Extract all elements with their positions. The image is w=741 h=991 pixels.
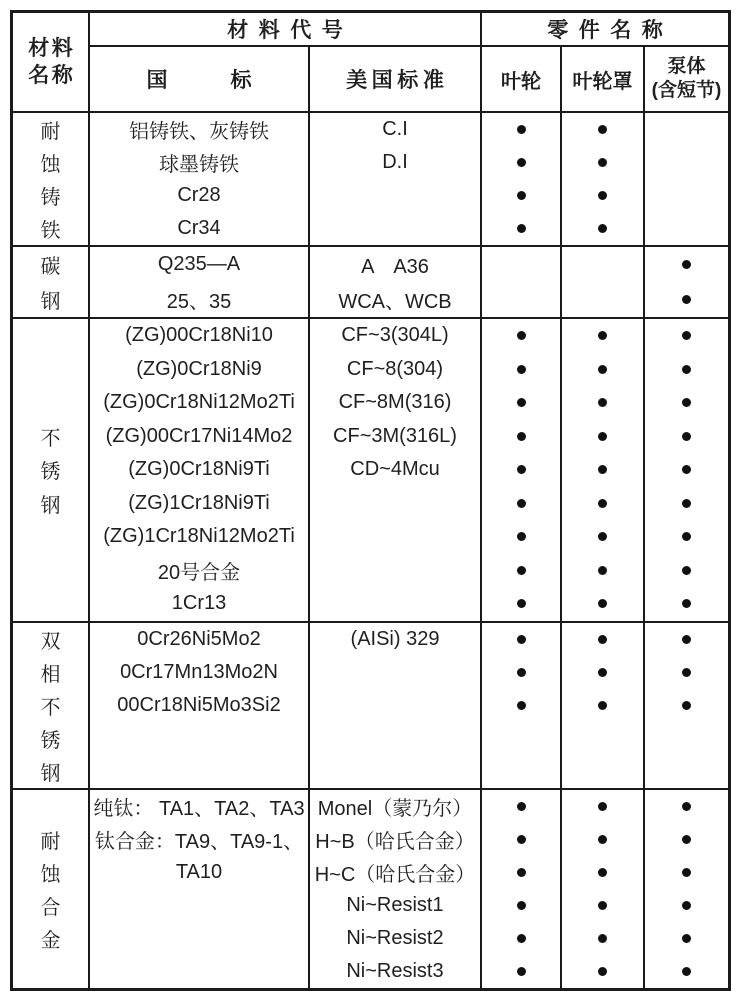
bullet-dot bbox=[682, 566, 691, 575]
us-standard-value: CF~8M(316) bbox=[338, 391, 452, 414]
pump-body-mark-line bbox=[645, 656, 728, 689]
bullet-dot bbox=[517, 701, 526, 710]
gb-standard-value: (ZG)1Cr18Ni9Ti bbox=[128, 491, 270, 514]
bullet-dot bbox=[517, 331, 526, 340]
us-standard-value: Ni~Resist3 bbox=[346, 959, 444, 982]
us-standard-value: CF~3M(316L) bbox=[333, 424, 457, 447]
us-standard-value: C.I bbox=[382, 118, 408, 140]
us-standard-cell bbox=[308, 319, 480, 621]
section-carbon-steel bbox=[13, 245, 728, 317]
us-standard-value bbox=[310, 487, 480, 521]
bullet-dot bbox=[517, 125, 526, 134]
impeller-cover-mark-line bbox=[562, 453, 643, 487]
impeller-mark-line bbox=[482, 386, 560, 420]
us-standard-value bbox=[310, 520, 480, 554]
bullet-dot bbox=[598, 668, 607, 677]
us-standard-value: (AISi) 329 bbox=[350, 627, 440, 650]
bullet-dot bbox=[682, 532, 691, 541]
section-label-char: 合 bbox=[40, 896, 61, 919]
us-standard-value: Ni~Resist1 bbox=[346, 893, 444, 916]
pump-body-mark-line bbox=[645, 823, 728, 856]
bullet-dot bbox=[682, 599, 691, 608]
gb-standard-cell bbox=[88, 319, 308, 621]
gb-standard-cell bbox=[88, 623, 308, 788]
bullet-dot bbox=[517, 934, 526, 943]
gb-standard-value: 25、35 bbox=[166, 291, 232, 313]
table-body bbox=[13, 111, 728, 988]
bullet-dot bbox=[682, 331, 691, 340]
bullet-dot bbox=[682, 934, 691, 943]
bullet-dot bbox=[517, 901, 526, 910]
impeller-cover-mark-line bbox=[562, 487, 643, 521]
materials-table bbox=[10, 10, 731, 991]
gb-standard-value bbox=[90, 889, 308, 922]
impeller-cover-mark-line bbox=[562, 823, 643, 856]
gb-standard-value: TA10 bbox=[175, 860, 223, 883]
impeller-cover-cell bbox=[560, 790, 643, 988]
pump-body-mark-line bbox=[645, 922, 728, 955]
bullet-dot bbox=[598, 599, 607, 608]
bullet-dot bbox=[517, 868, 526, 877]
gb-standard-value: (ZG)00Cr17Ni14Mo2 bbox=[105, 424, 293, 447]
us-standard-value bbox=[310, 554, 480, 588]
gb-standard-value: 铝铸铁、灰铸铁 bbox=[129, 121, 269, 143]
impeller-mark-line bbox=[482, 922, 560, 955]
impeller-mark-line bbox=[482, 520, 560, 554]
bullet-dot bbox=[598, 701, 607, 710]
pump-body-mark-line bbox=[645, 212, 728, 245]
bullet-dot bbox=[682, 295, 691, 304]
pump-body-mark-line bbox=[645, 722, 728, 755]
gb-standard-value: Cr34 bbox=[177, 217, 221, 239]
impeller-mark-line bbox=[482, 955, 560, 988]
table-header bbox=[13, 13, 728, 111]
impeller-cover-mark-line bbox=[562, 722, 643, 755]
impeller-mark-line bbox=[482, 353, 560, 387]
impeller-cover-cell bbox=[560, 113, 643, 245]
impeller-cell bbox=[480, 623, 560, 788]
bullet-dot bbox=[682, 260, 691, 269]
bullet-dot bbox=[598, 398, 607, 407]
bullet-dot bbox=[517, 465, 526, 474]
section-corrosion-resistant-alloy bbox=[13, 788, 728, 988]
header-material-name-line1: 材料 bbox=[28, 37, 76, 60]
impeller-cover-mark-line bbox=[562, 623, 643, 656]
section-label-char: 铁 bbox=[40, 220, 61, 242]
bullet-dot bbox=[598, 802, 607, 811]
impeller-cover-mark-line bbox=[562, 319, 643, 353]
bullet-dot bbox=[598, 566, 607, 575]
header-material-code: 材料代号 bbox=[88, 13, 480, 45]
section-label-corrosion-resistant-cast-iron bbox=[13, 113, 88, 245]
gb-standard-value: 20号合金 bbox=[157, 561, 241, 584]
us-standard-value bbox=[310, 689, 480, 722]
section-label-char: 蚀 bbox=[40, 154, 61, 176]
pump-body-cell bbox=[643, 790, 728, 988]
impeller-cover-mark-line bbox=[562, 212, 643, 245]
bullet-dot bbox=[517, 499, 526, 508]
bullet-dot bbox=[517, 365, 526, 374]
bullet-dot bbox=[598, 365, 607, 374]
impeller-cover-mark-line bbox=[562, 856, 643, 889]
bullet-dot bbox=[598, 331, 607, 340]
impeller-mark-line bbox=[482, 689, 560, 722]
header-us-standard: 美国标准 bbox=[308, 45, 480, 111]
pump-body-mark-line bbox=[645, 453, 728, 487]
section-label-char: 铸 bbox=[40, 187, 61, 209]
impeller-mark-line bbox=[482, 722, 560, 755]
bullet-dot bbox=[517, 967, 526, 976]
pump-body-mark-line bbox=[645, 179, 728, 212]
pump-body-mark-line bbox=[645, 520, 728, 554]
gb-standard-value: (ZG)1Cr18Ni12Mo2Ti bbox=[103, 525, 295, 548]
header-pump-body bbox=[643, 45, 728, 111]
pump-body-mark-line bbox=[645, 689, 728, 722]
impeller-cell bbox=[480, 113, 560, 245]
bullet-dot bbox=[517, 398, 526, 407]
section-label-char: 蚀 bbox=[40, 863, 61, 886]
impeller-mark-line bbox=[482, 420, 560, 454]
impeller-cover-mark-line bbox=[562, 790, 643, 823]
pump-body-mark-line bbox=[645, 113, 728, 146]
us-standard-value bbox=[310, 656, 480, 689]
impeller-cover-mark-line bbox=[562, 179, 643, 212]
impeller-cell bbox=[480, 247, 560, 317]
impeller-mark-line bbox=[482, 179, 560, 212]
bullet-dot bbox=[682, 835, 691, 844]
gb-standard-value: Cr28 bbox=[177, 184, 221, 206]
us-standard-value: H~B（哈氏合金） bbox=[315, 830, 475, 853]
header-material-name-line2: 名称 bbox=[28, 64, 76, 87]
bullet-dot bbox=[598, 465, 607, 474]
bullet-dot bbox=[598, 499, 607, 508]
section-label-stainless-steel bbox=[13, 319, 88, 621]
impeller-mark-line bbox=[482, 212, 560, 245]
us-standard-cell bbox=[308, 623, 480, 788]
impeller-cover-mark-line bbox=[562, 420, 643, 454]
bullet-dot bbox=[682, 802, 691, 811]
bullet-dot bbox=[682, 701, 691, 710]
impeller-mark-line bbox=[482, 656, 560, 689]
impeller-mark-line bbox=[482, 487, 560, 521]
us-standard-value: Monel（蒙乃尔） bbox=[317, 797, 473, 820]
bullet-dot bbox=[598, 868, 607, 877]
section-label-char: 不 bbox=[40, 696, 61, 719]
section-label-char: 碳 bbox=[40, 256, 61, 278]
bullet-dot bbox=[598, 835, 607, 844]
impeller-cover-mark-line bbox=[562, 587, 643, 621]
us-standard-value: H~C（哈氏合金） bbox=[314, 863, 476, 886]
impeller-mark-line bbox=[482, 587, 560, 621]
impeller-cover-mark-line bbox=[562, 113, 643, 146]
impeller-mark-line bbox=[482, 247, 560, 282]
section-label-char: 耐 bbox=[40, 830, 61, 853]
gb-standard-value: 钛合金：TA9、TA9-1、 bbox=[94, 830, 304, 853]
gb-standard-value bbox=[90, 755, 308, 788]
section-label-duplex-stainless-steel bbox=[13, 623, 88, 788]
gb-standard-value: 1Cr13 bbox=[171, 592, 227, 615]
impeller-mark-line bbox=[482, 889, 560, 922]
impeller-mark-line bbox=[482, 790, 560, 823]
section-stainless-steel bbox=[13, 317, 728, 621]
section-label-char: 锈 bbox=[40, 729, 61, 752]
bullet-dot bbox=[598, 224, 607, 233]
gb-standard-cell bbox=[88, 113, 308, 245]
bullet-dot bbox=[517, 635, 526, 644]
pump-body-mark-line bbox=[645, 282, 728, 317]
bullet-dot bbox=[682, 499, 691, 508]
section-label-char: 双 bbox=[40, 630, 61, 653]
section-label-char: 钢 bbox=[40, 762, 61, 785]
gb-standard-cell bbox=[88, 790, 308, 988]
us-standard-cell bbox=[308, 247, 480, 317]
impeller-cover-mark-line bbox=[562, 755, 643, 788]
bullet-dot bbox=[517, 191, 526, 200]
us-standard-value bbox=[310, 722, 480, 755]
header-impeller-cover: 叶轮罩 bbox=[560, 45, 643, 111]
pump-body-cell bbox=[643, 319, 728, 621]
impeller-mark-line bbox=[482, 856, 560, 889]
bullet-dot bbox=[682, 465, 691, 474]
bullet-dot bbox=[517, 224, 526, 233]
us-standard-value: CD~4Mcu bbox=[350, 458, 440, 481]
bullet-dot bbox=[682, 635, 691, 644]
section-label-carbon-steel bbox=[13, 247, 88, 317]
header-gb-standard: 国 标 bbox=[88, 45, 308, 111]
us-standard-value: D.I bbox=[382, 151, 408, 173]
pump-body-mark-line bbox=[645, 319, 728, 353]
bullet-dot bbox=[682, 868, 691, 877]
pump-body-mark-line bbox=[645, 146, 728, 179]
impeller-cover-mark-line bbox=[562, 656, 643, 689]
section-label-char: 相 bbox=[40, 663, 61, 686]
header-pump-body-line1: 泵体 bbox=[667, 56, 706, 77]
pump-body-mark-line bbox=[645, 955, 728, 988]
gb-standard-value: 0Cr26Ni5Mo2 bbox=[137, 627, 261, 650]
gb-standard-value: 球墨铸铁 bbox=[159, 154, 239, 176]
bullet-dot bbox=[598, 967, 607, 976]
impeller-cover-cell bbox=[560, 623, 643, 788]
bullet-dot bbox=[598, 934, 607, 943]
bullet-dot bbox=[517, 599, 526, 608]
bullet-dot bbox=[682, 365, 691, 374]
impeller-cover-mark-line bbox=[562, 282, 643, 317]
gb-standard-value: (ZG)00Cr18Ni10 bbox=[125, 324, 273, 347]
bullet-dot bbox=[598, 191, 607, 200]
us-standard-cell bbox=[308, 790, 480, 988]
pump-body-mark-line bbox=[645, 790, 728, 823]
bullet-dot bbox=[682, 668, 691, 677]
impeller-mark-line bbox=[482, 755, 560, 788]
us-standard-value bbox=[310, 179, 480, 212]
bullet-dot bbox=[517, 566, 526, 575]
us-standard-value bbox=[310, 212, 480, 245]
us-standard-value: WCA、WCB bbox=[338, 291, 452, 313]
gb-standard-value: (ZG)0Cr18Ni9Ti bbox=[128, 458, 270, 481]
impeller-cover-mark-line bbox=[562, 146, 643, 179]
impeller-mark-line bbox=[482, 453, 560, 487]
us-standard-value: CF~8(304) bbox=[346, 357, 444, 380]
impeller-mark-line bbox=[482, 319, 560, 353]
gb-standard-value: 0Cr17Mn13Mo2N bbox=[120, 660, 278, 683]
gb-standard-value: (ZG)0Cr18Ni12Mo2Ti bbox=[103, 391, 295, 414]
bullet-dot bbox=[517, 835, 526, 844]
bullet-dot bbox=[682, 967, 691, 976]
gb-standard-value bbox=[90, 922, 308, 955]
us-standard-value bbox=[310, 587, 480, 621]
impeller-cover-cell bbox=[560, 319, 643, 621]
pump-body-mark-line bbox=[645, 755, 728, 788]
us-standard-value bbox=[310, 755, 480, 788]
section-corrosion-resistant-cast-iron bbox=[13, 111, 728, 245]
us-standard-value: Ni~Resist2 bbox=[346, 926, 444, 949]
impeller-cover-mark-line bbox=[562, 386, 643, 420]
impeller-cell bbox=[480, 319, 560, 621]
pump-body-mark-line bbox=[645, 420, 728, 454]
bullet-dot bbox=[598, 158, 607, 167]
impeller-cover-mark-line bbox=[562, 889, 643, 922]
impeller-mark-line bbox=[482, 113, 560, 146]
pump-body-cell bbox=[643, 247, 728, 317]
impeller-cover-mark-line bbox=[562, 955, 643, 988]
header-impeller: 叶轮 bbox=[480, 45, 560, 111]
bullet-dot bbox=[682, 432, 691, 441]
pump-body-mark-line bbox=[645, 856, 728, 889]
section-label-char: 钢 bbox=[40, 494, 61, 517]
gb-standard-value: 纯钛： TA1、TA2、TA3 bbox=[93, 797, 305, 820]
bullet-dot bbox=[517, 432, 526, 441]
pump-body-mark-line bbox=[645, 587, 728, 621]
pump-body-mark-line bbox=[645, 386, 728, 420]
pump-body-mark-line bbox=[645, 554, 728, 588]
pump-body-mark-line bbox=[645, 353, 728, 387]
gb-standard-cell bbox=[88, 247, 308, 317]
impeller-mark-line bbox=[482, 282, 560, 317]
us-standard-value: CF~3(304L) bbox=[341, 324, 449, 347]
section-label-char: 不 bbox=[40, 427, 61, 450]
impeller-cover-mark-line bbox=[562, 689, 643, 722]
header-pump-body-line2: (含短节) bbox=[651, 80, 722, 101]
header-part-name: 零件名称 bbox=[480, 13, 728, 45]
pump-body-mark-line bbox=[645, 247, 728, 282]
impeller-mark-line bbox=[482, 554, 560, 588]
bullet-dot bbox=[598, 901, 607, 910]
pump-body-mark-line bbox=[645, 487, 728, 521]
section-label-char: 耐 bbox=[40, 121, 61, 143]
pump-body-mark-line bbox=[645, 623, 728, 656]
section-duplex-stainless-steel bbox=[13, 621, 728, 788]
impeller-mark-line bbox=[482, 823, 560, 856]
bullet-dot bbox=[517, 668, 526, 677]
impeller-cover-mark-line bbox=[562, 520, 643, 554]
pump-body-mark-line bbox=[645, 889, 728, 922]
pump-body-cell bbox=[643, 113, 728, 245]
gb-standard-value: (ZG)0Cr18Ni9 bbox=[136, 357, 262, 380]
us-standard-cell bbox=[308, 113, 480, 245]
bullet-dot bbox=[682, 398, 691, 407]
impeller-cell bbox=[480, 790, 560, 988]
impeller-cover-mark-line bbox=[562, 554, 643, 588]
bullet-dot bbox=[517, 802, 526, 811]
impeller-cover-mark-line bbox=[562, 353, 643, 387]
bullet-dot bbox=[517, 532, 526, 541]
section-label-char: 金 bbox=[40, 929, 61, 952]
gb-standard-value: 00Cr18Ni5Mo3Si2 bbox=[117, 693, 281, 716]
bullet-dot bbox=[598, 125, 607, 134]
bullet-dot bbox=[517, 158, 526, 167]
gb-standard-value: Q235—A bbox=[157, 253, 241, 275]
impeller-cover-cell bbox=[560, 247, 643, 317]
impeller-mark-line bbox=[482, 146, 560, 179]
impeller-cover-mark-line bbox=[562, 922, 643, 955]
bullet-dot bbox=[598, 635, 607, 644]
gb-standard-value bbox=[90, 955, 308, 988]
section-label-char: 钢 bbox=[40, 291, 61, 313]
pump-body-cell bbox=[643, 623, 728, 788]
bullet-dot bbox=[598, 532, 607, 541]
impeller-cover-mark-line bbox=[562, 247, 643, 282]
bullet-dot bbox=[682, 901, 691, 910]
section-label-char: 锈 bbox=[40, 461, 61, 484]
section-label-corrosion-resistant-alloy bbox=[13, 790, 88, 988]
us-standard-value: A A36 bbox=[361, 256, 429, 278]
impeller-mark-line bbox=[482, 623, 560, 656]
gb-standard-value bbox=[90, 722, 308, 755]
header-material-name bbox=[13, 13, 88, 111]
bullet-dot bbox=[598, 432, 607, 441]
